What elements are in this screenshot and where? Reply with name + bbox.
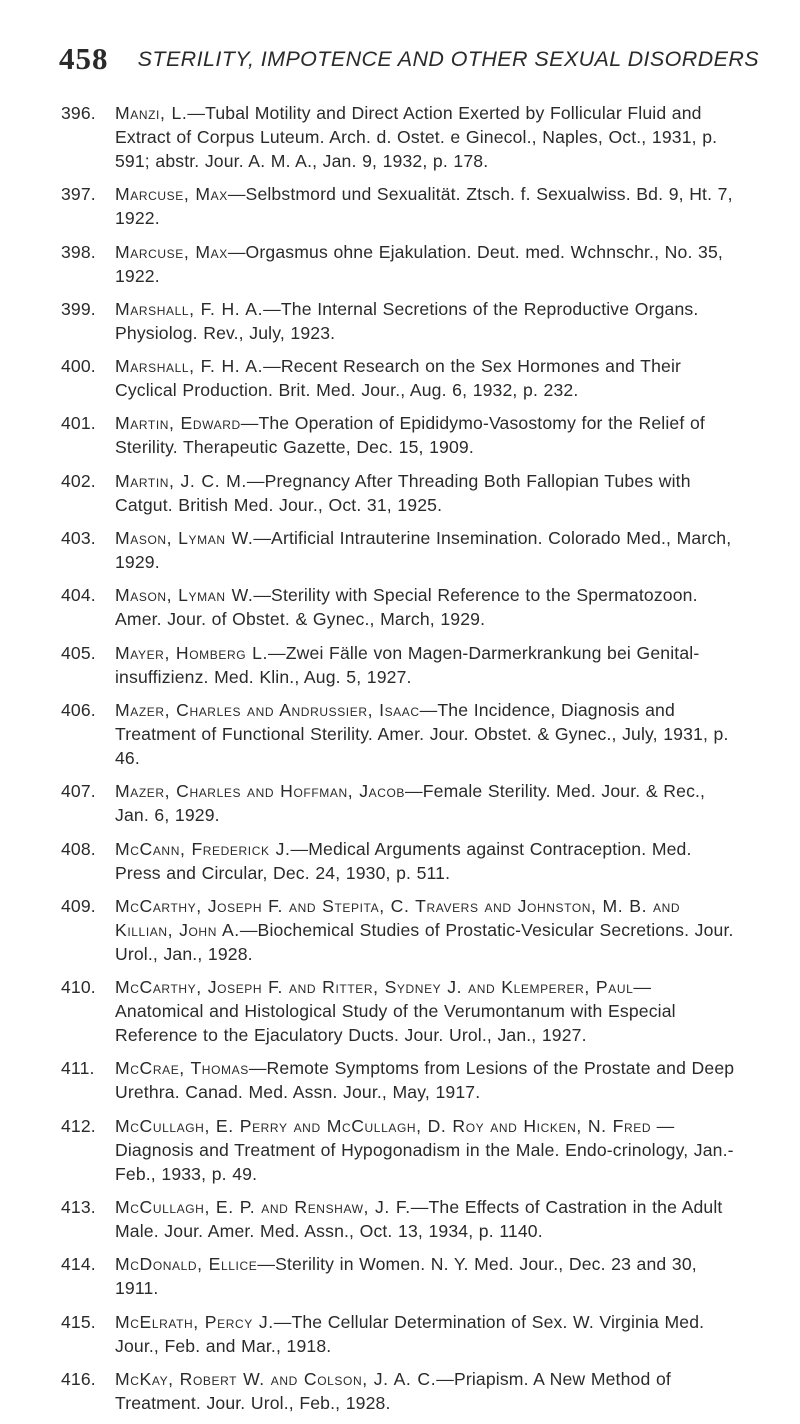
reference-number: 411. bbox=[61, 1058, 95, 1079]
reference-number: 404. bbox=[61, 585, 96, 606]
reference-text: —The Effects of Castration in the Adult Male. Jour. Amer. Med. Assn., Oct. 13, 1934, p. 1140. bbox=[115, 1197, 723, 1242]
reference-entry bbox=[61, 698, 741, 770]
reference-text: —Orgasmus ohne Ejakulation. Deut. med. Wchnschr., No. 35, 1922. bbox=[115, 241, 723, 286]
reference-number: 416. bbox=[61, 1368, 96, 1389]
reference-number: 399. bbox=[61, 298, 96, 319]
reference-list bbox=[61, 101, 741, 1424]
reference-authors: McElrath, Percy J. bbox=[115, 1311, 274, 1332]
reference-number: 401. bbox=[61, 413, 96, 434]
reference-authors: Mayer, Homberg L. bbox=[115, 642, 269, 663]
reference-entry bbox=[61, 837, 741, 885]
reference-text: —Medical Arguments against Contraception. Med. Press and Circular, Dec. 24, 1930, p. 511. bbox=[115, 838, 692, 883]
reference-authors: Manzi, L. bbox=[115, 103, 188, 123]
reference-number: 407. bbox=[61, 781, 96, 802]
reference-entry bbox=[61, 182, 741, 230]
reference-authors: Marcuse, Max bbox=[115, 184, 228, 205]
reference-number: 413. bbox=[61, 1197, 96, 1218]
page-header bbox=[59, 37, 759, 81]
reference-number: 406. bbox=[61, 699, 96, 720]
reference-authors: Martin, J. C. M. bbox=[115, 470, 247, 491]
reference-text: —The Internal Secretions of the Reproductive Organs. Physiolog. Rev., July, 1923. bbox=[115, 298, 699, 343]
page-number: 458 bbox=[59, 41, 109, 76]
reference-number: 415. bbox=[61, 1311, 96, 1332]
reference-entry bbox=[61, 354, 741, 402]
reference-authors: Mazer, Charles and Andrussier, Isaac bbox=[115, 699, 420, 720]
reference-text: —Priapism. A New Method of Treatment. Jour. Urol., Feb., 1928. bbox=[115, 1368, 671, 1413]
reference-entry bbox=[61, 583, 741, 631]
reference-number: 396. bbox=[61, 103, 96, 123]
reference-text: —Remote Symptoms from Lesions of the Prostate and Deep Urethra. Canad. Med. Assn. Jour., May, 1917. bbox=[115, 1058, 735, 1103]
reference-entry bbox=[61, 894, 741, 966]
reference-authors: McCarthy, Joseph F. and Stepita, C. Travers and Johnston, M. B. and Killian, John A. bbox=[115, 895, 681, 940]
reference-text: —The Cellular Determination of Sex. W. Virginia Med. Jour., Feb. and Mar., 1918. bbox=[115, 1311, 705, 1356]
reference-text: —Selbstmord und Sexualität. Ztsch. f. Sexualwiss. Bd. 9, Ht. 7, 1922. bbox=[115, 184, 733, 229]
reference-authors: Marcuse, Max bbox=[115, 241, 228, 262]
reference-entry bbox=[61, 641, 741, 689]
reference-entry bbox=[61, 1056, 741, 1104]
reference-authors: Mason, Lyman W. bbox=[115, 585, 254, 606]
reference-text: —The Incidence, Diagnosis and Treatment of Functional Sterility. Amer. Jour. Obstet. & Gynec., July, 1931, p. 46. bbox=[115, 699, 729, 768]
reference-text: —Tubal Motility and Direct Action Exerted by Follicular Fluid and Extract of Corpus Luteum. Arch. d. Ostet. e Ginecol., Naples, Oct., 1931, p. 591; abstr. Jour. A. M. A., Jan. 9, 1932, p. 178. bbox=[115, 103, 718, 171]
reference-number: 402. bbox=[61, 470, 96, 491]
reference-authors: McCrae, Thomas bbox=[115, 1058, 249, 1079]
reference-authors: McDonald, Ellice bbox=[115, 1254, 258, 1275]
reference-text: —Female Sterility. Med. Jour. & Rec., Jan. 6, 1929. bbox=[115, 781, 706, 826]
reference-entry bbox=[61, 297, 741, 345]
reference-text: —Recent Research on the Sex Hormones and Their Cyclical Production. Brit. Med. Jour., Aug. 6, 1932, p. 232. bbox=[115, 356, 682, 401]
reference-entry bbox=[61, 1195, 741, 1243]
reference-entry bbox=[61, 1367, 741, 1415]
reference-authors: Marshall, F. H. A. bbox=[115, 298, 264, 319]
reference-number: 409. bbox=[61, 895, 96, 916]
reference-number: 400. bbox=[61, 356, 96, 377]
reference-entry bbox=[61, 779, 741, 827]
reference-authors: McKay, Robert W. and Colson, J. A. C. bbox=[115, 1368, 437, 1389]
reference-authors: Martin, Edward bbox=[115, 413, 241, 434]
reference-entry bbox=[61, 1114, 741, 1186]
reference-entry bbox=[61, 1252, 741, 1300]
reference-text: —Sterility with Special Reference to the Spermatozoon. Amer. Jour. of Obstet. & Gynec., March, 1929. bbox=[115, 585, 698, 630]
reference-text: —Sterility in Women. N. Y. Med. Jour., Dec. 23 and 30, 1911. bbox=[115, 1254, 697, 1299]
reference-text: —Pregnancy After Threading Both Fallopian Tubes with Catgut. British Med. Jour., Oct. 31, 1925. bbox=[115, 470, 691, 515]
reference-text: —Zwei Fälle von Magen-Darmerkrankung bei Genital-insuffizienz. Med. Klin., Aug. 5, 1927. bbox=[115, 642, 700, 687]
reference-text: —Artificial Intrauterine Insemination. Colorado Med., March, 1929. bbox=[115, 528, 732, 573]
reference-number: 408. bbox=[61, 838, 96, 859]
reference-number: 412. bbox=[61, 1115, 96, 1136]
reference-text: —Biochemical Studies of Prostatic-Vesicular Secretions. Jour. Urol., Jan., 1928. bbox=[115, 919, 734, 964]
reference-authors: Marshall, F. H. A. bbox=[115, 356, 264, 377]
reference-authors: McCann, Frederick J. bbox=[115, 838, 291, 859]
reference-authors: Mazer, Charles and Hoffman, Jacob bbox=[115, 781, 406, 802]
reference-number: 410. bbox=[61, 977, 96, 998]
reference-entry bbox=[61, 101, 741, 173]
reference-authors: McCullagh, E. Perry and McCullagh, D. Roy and Hicken, N. Fred bbox=[115, 1115, 652, 1136]
reference-text: —The Operation of Epididymo-Vasostomy for the Relief of Sterility. Therapeutic Gazette, Dec. 15, 1909. bbox=[115, 413, 705, 458]
reference-authors: McCarthy, Joseph F. and Ritter, Sydney J. and Klemperer, Paul bbox=[115, 977, 634, 998]
reference-entry bbox=[61, 975, 741, 1047]
reference-text: — Anatomical and Histological Study of the Verumontanum with Especial Reference to the Ejaculatory Ducts. Jour. Urol., Jan., 1927. bbox=[115, 977, 676, 1046]
reference-number: 398. bbox=[61, 241, 96, 262]
reference-number: 405. bbox=[61, 642, 96, 663]
reference-entry bbox=[61, 526, 741, 574]
reference-authors: Mason, Lyman W. bbox=[115, 528, 254, 549]
reference-number: 403. bbox=[61, 528, 96, 549]
reference-entry bbox=[61, 469, 741, 517]
reference-text: —Diagnosis and Treatment of Hypogonadism in the Male. Endo-crinology, Jan.-Feb., 1933, p. 49. bbox=[115, 1115, 734, 1184]
running-head: STERILITY, IMPOTENCE AND OTHER SEXUAL DISORDERS bbox=[137, 46, 759, 71]
reference-authors: McCullagh, E. P. and Renshaw, J. F. bbox=[115, 1197, 411, 1218]
reference-entry bbox=[61, 240, 741, 288]
reference-number: 397. bbox=[61, 184, 96, 205]
reference-number: 414. bbox=[61, 1254, 96, 1275]
reference-entry bbox=[61, 411, 741, 459]
reference-entry bbox=[61, 1310, 741, 1358]
